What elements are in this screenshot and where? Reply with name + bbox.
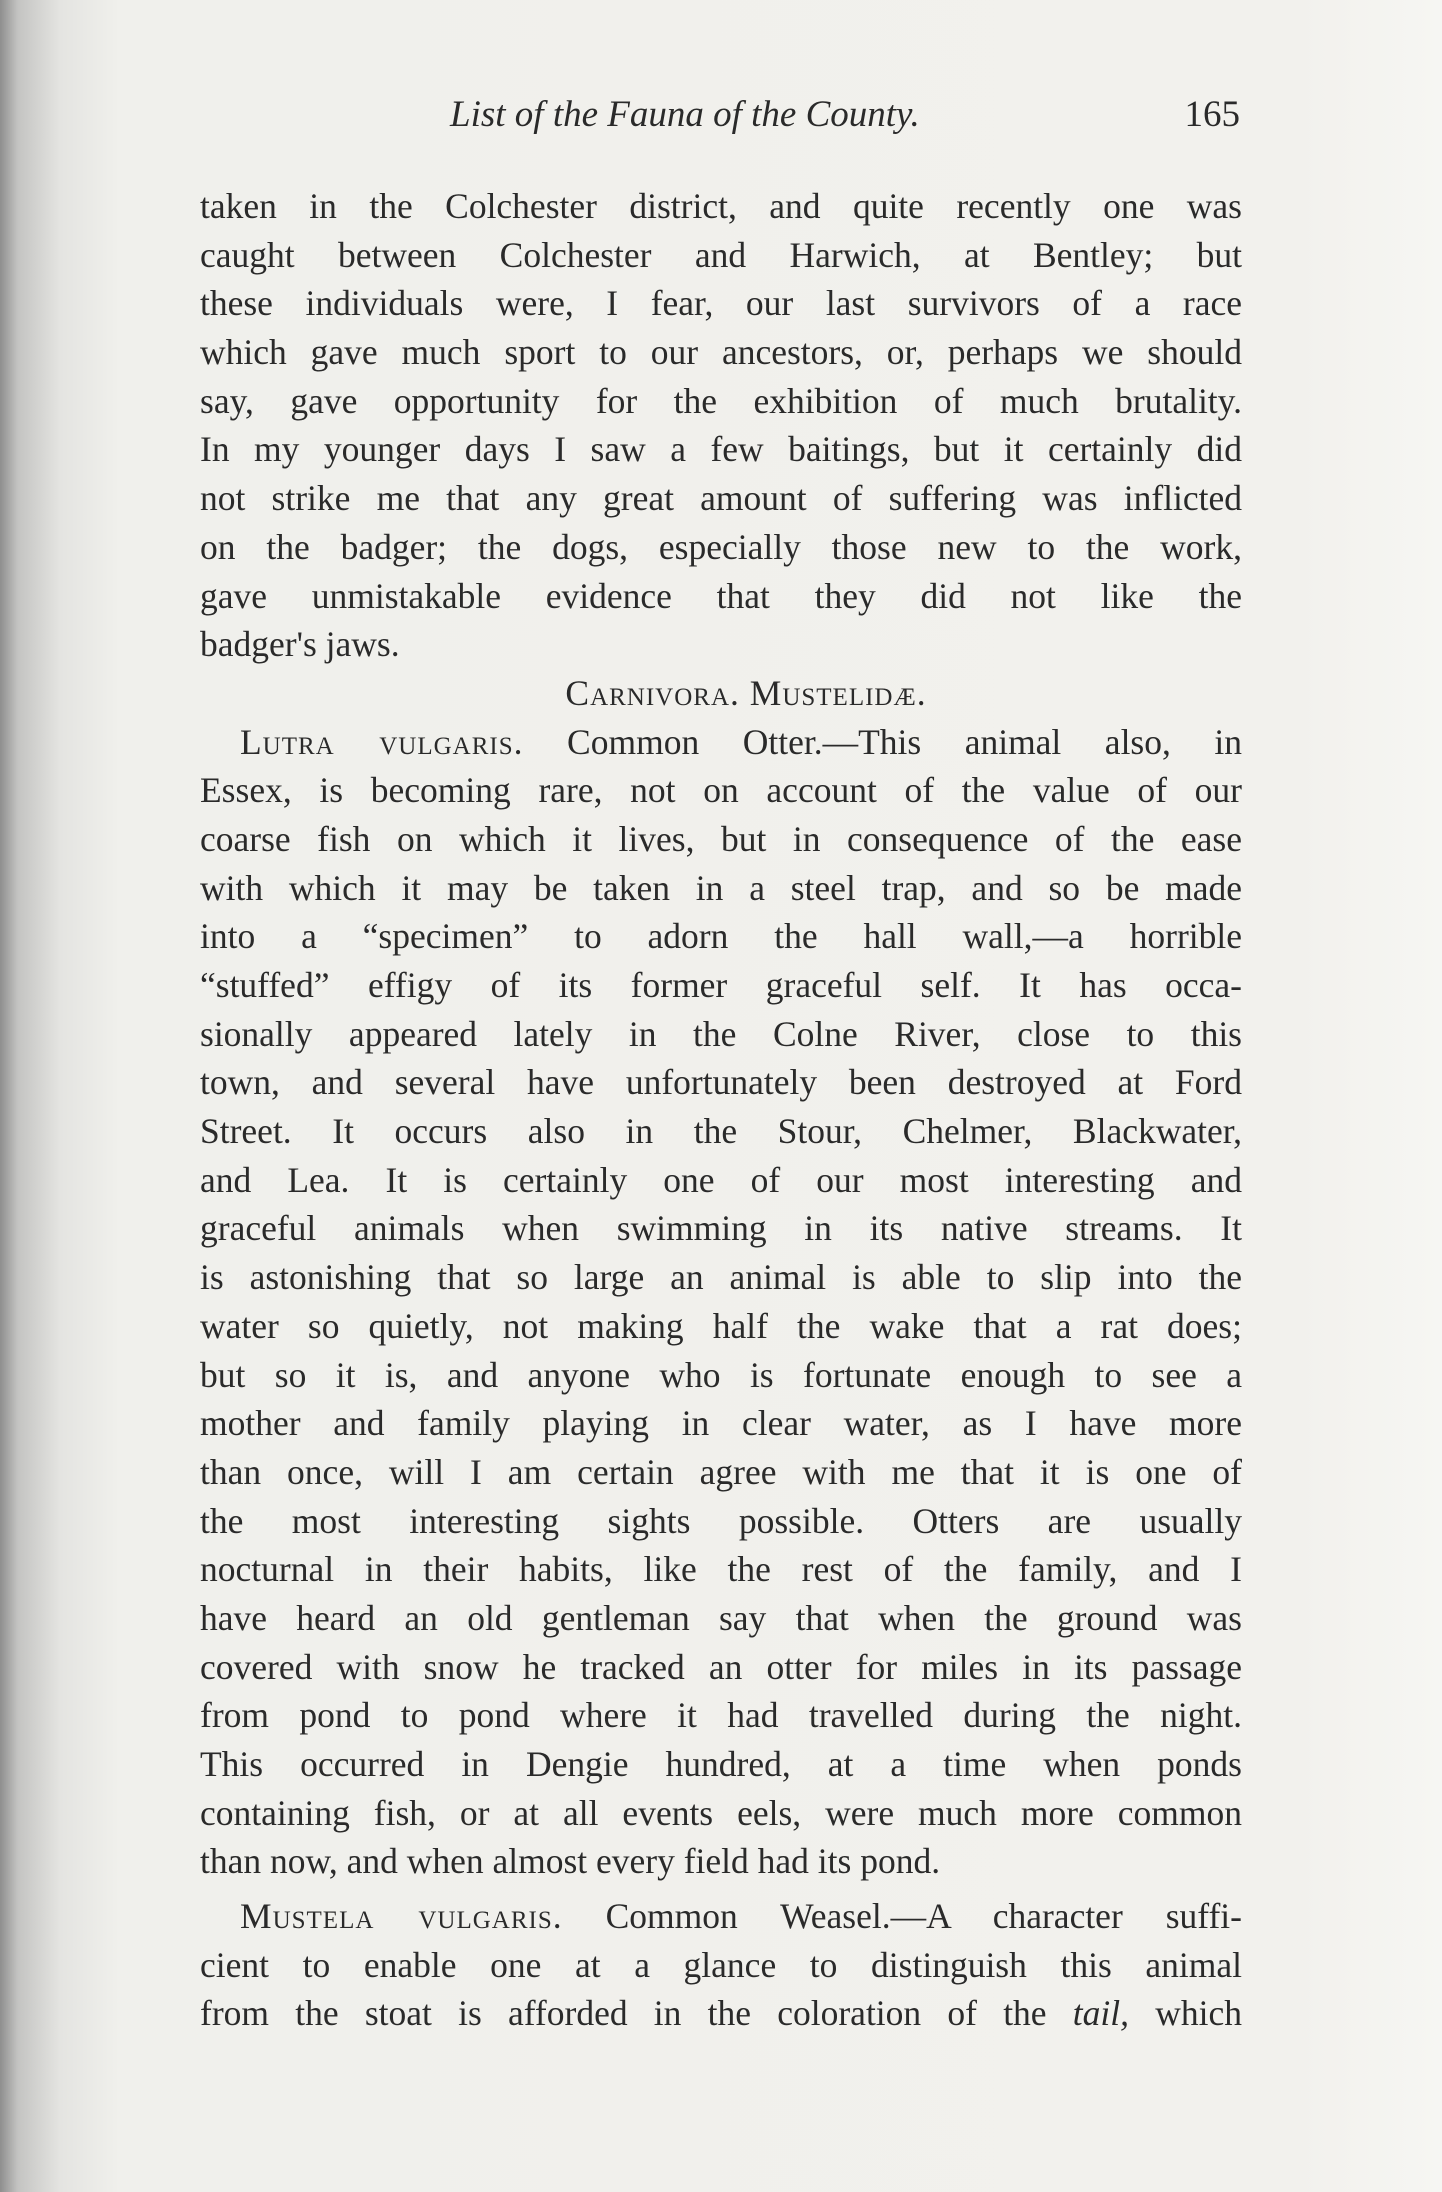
text-line: Street. It occurs also in the Stour, Chelmer, Blackwater, — [200, 1111, 1242, 1152]
text-line: nocturnal in their habits, like the rest of the family, and I — [200, 1549, 1242, 1590]
text-line: which gave much sport to our ancestors, or, perhaps we should — [200, 332, 1242, 373]
text-line: the most interesting sights possible. Otters are usually — [200, 1500, 1242, 1541]
text-run: from the stoat is afforded in the coloration of the — [200, 1993, 1073, 2034]
text-line: sionally appeared lately in the Colne River, close to this — [200, 1013, 1242, 1054]
text-line: not strike me that any great amount of suffering was inflicted — [200, 478, 1242, 519]
text-line: Essex, is becoming rare, not on account of the value of our — [200, 770, 1242, 811]
text-line: graceful animals when swimming in its native streams. It — [200, 1208, 1242, 1249]
text-line: “stuffed” effigy of its former graceful self. It has occa- — [200, 965, 1242, 1005]
text-line: containing fish, or at all events eels, were much more common — [200, 1792, 1242, 1833]
text-line: mother and family playing in clear water, as I have more — [200, 1403, 1242, 1444]
species-entry-otter — [200, 718, 1242, 767]
text-line: than once, will I am certain agree with me that it is one of — [200, 1451, 1242, 1492]
text-line: town, and several have unfortunately been destroyed at Ford — [200, 1062, 1242, 1103]
text-line: from pond to pond where it had travelled during the night. — [200, 1695, 1242, 1736]
text-run: which — [1129, 1993, 1242, 2034]
text-line: and Lea. It is certainly one of our most interesting and — [200, 1159, 1242, 1200]
text-line: but so it is, and anyone who is fortunate enough to see a — [200, 1354, 1242, 1395]
text-line: water so quietly, not making half the wake that a rat does; — [200, 1305, 1242, 1346]
text-line — [200, 1989, 1242, 2038]
running-title: List of the Fauna of the County. — [450, 94, 920, 135]
text-line: taken in the Colchester district, and quite recently one was — [200, 186, 1242, 226]
text-line: badger's jaws. — [200, 624, 400, 665]
text-line: This occurred in Dengie hundred, at a time when ponds — [200, 1744, 1242, 1784]
text-line: say, gave opportunity for the exhibition of much brutality. — [200, 380, 1242, 421]
page-header — [450, 93, 1240, 145]
text-line: into a “specimen” to adorn the hall wall,—a horrible — [200, 916, 1242, 957]
text-line: with which it may be taken in a steel trap, and so be made — [200, 867, 1242, 908]
section-heading: Carnivora. Mustelidæ. — [565, 672, 927, 713]
text-line: have heard an old gentleman say that when the ground was — [200, 1597, 1242, 1638]
text-line: these individuals were, I fear, our last survivors of a race — [200, 283, 1242, 324]
text-line: coarse fish on which it lives, but in consequence of the ease — [200, 818, 1242, 859]
species-entry-weasel — [200, 1892, 1242, 1941]
species-name: Mustela vulgaris. — [240, 1896, 563, 1937]
text-run: Common Otter.—This animal also, in — [523, 721, 1242, 762]
page-body — [200, 182, 1242, 2038]
text-line: covered with snow he tracked an otter for miles in its passage — [200, 1646, 1242, 1687]
page-number: 165 — [1184, 94, 1240, 135]
text-run: Common Weasel.—A character suffi- — [562, 1896, 1242, 1937]
species-name: Lutra vulgaris. — [240, 721, 524, 762]
text-line: caught between Colchester and Harwich, at Bentley; but — [200, 234, 1242, 275]
italic-word: tail, — [1072, 1993, 1130, 2034]
text-line: gave unmistakable evidence that they did not like the — [200, 575, 1242, 616]
text-line: In my younger days I saw a few baitings, but it certainly did — [200, 429, 1242, 470]
text-line: is astonishing that so large an animal is able to slip into the — [200, 1257, 1242, 1298]
text-line: than now, and when almost every field had its pond. — [200, 1841, 941, 1882]
text-line: cient to enable one at a glance to distinguish this animal — [200, 1944, 1242, 1985]
text-line: on the badger; the dogs, especially those new to the work, — [200, 526, 1242, 567]
